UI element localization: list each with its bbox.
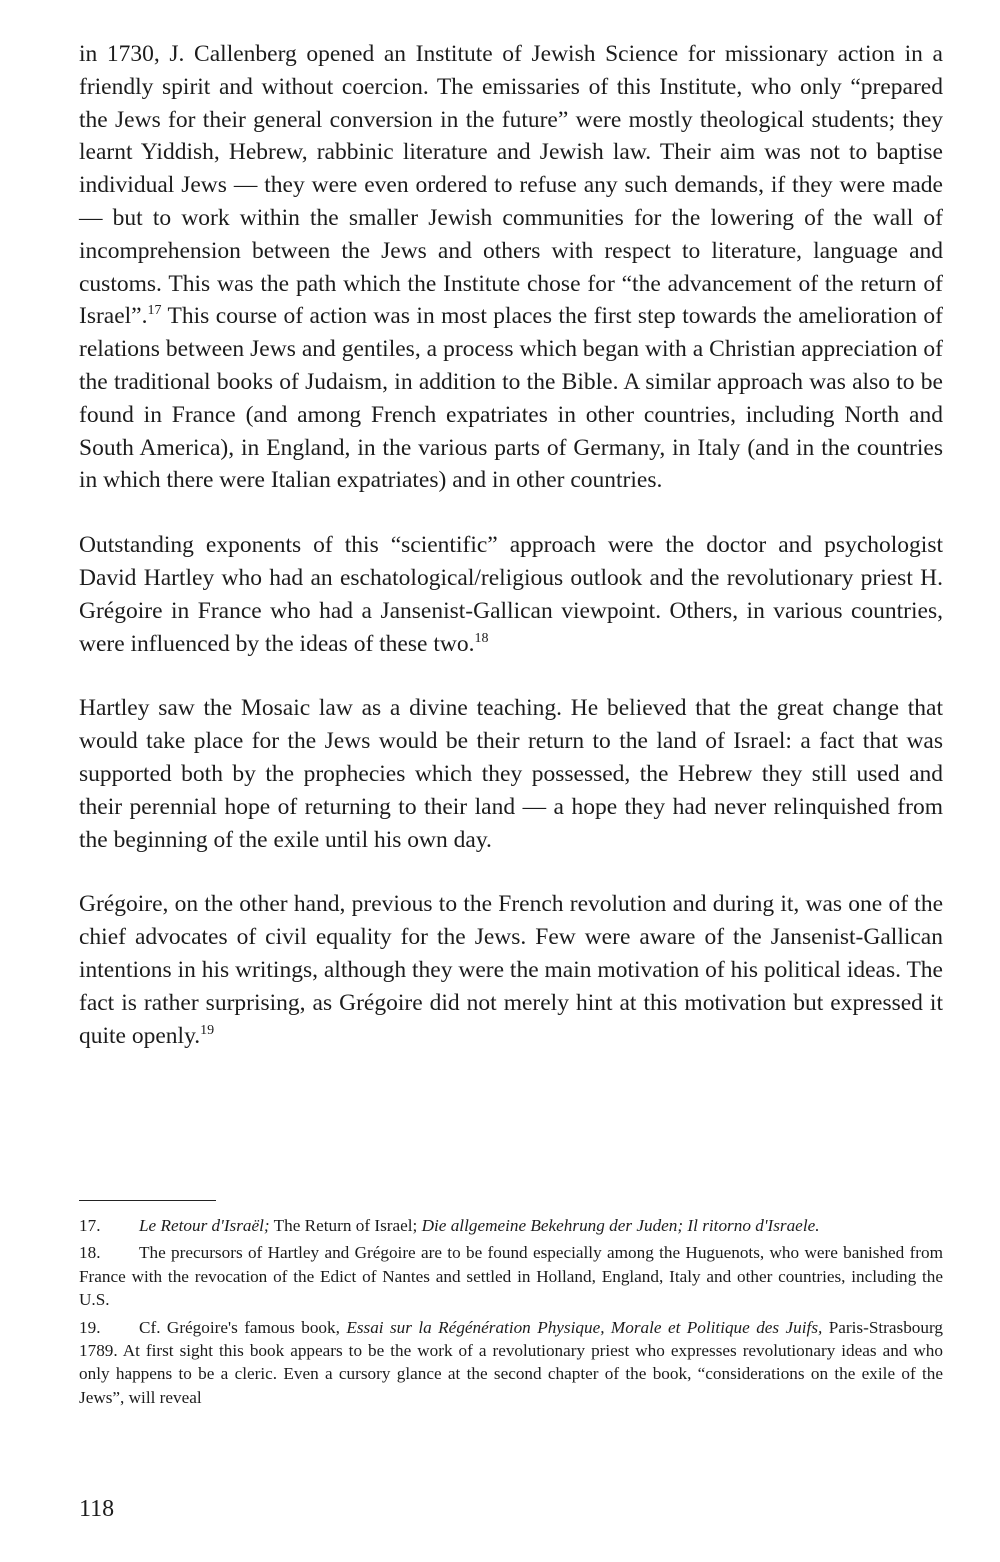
paragraph-3-text: Hartley saw the Mosaic law as a divine teaching. He believed that the great change that would take place for the Jews would be their return to the land of Israel: a fact that was supported both by the prophecies which they possessed, the Hebrew they still used and their perennial hope of returning to their land — a hope they had never relinquished from the beginning of the exile until his own day. [79,695,943,853]
footnote-separator [79,1200,216,1201]
main-text [79,38,943,1052]
paragraph-1-text: in 1730, J. Callenberg opened an Institute of Jewish Science for missionary action in a friendly spirit and without coercion. The emissaries of this Institute, who only “prepared the Jews for their general conversion in the future” were mostly theological students; they learnt Yiddish, Hebrew, rabbinic literature and Jewish law. Their aim was not to baptise individual Jews — they were even ordered to refuse any such demands, if they were made — but to work within the smaller Jewish communities for the lowering of the wall of incomprehension between the Jews and others with respect to literature, language and customs. This was the path which the Institute chose for “the advancement of the return of Israel”. [79,41,943,330]
footnote-text: Cf. Grégoire's famous book, [139,1317,347,1337]
paragraph-4-text: Grégoire, on the other hand, previous to the French revolution and during it, was one of the chief advocates of civil equality for the Jews. Few were aware of the Jansenist-Gallican intentions in his writings, although they were the main motivation of his political ideas. The fact is rather surprising, as Grégoire did not merely hint at this motivation but expressed it quite openly. [79,891,943,1049]
footnote-number: 19. [79,1317,101,1337]
paragraph-1 [79,38,943,497]
footnote-ref-17: 17 [147,303,162,319]
page-number: 118 [79,1496,115,1522]
footnote-italic-title: Le Retour d'Israël; [139,1216,270,1235]
footnote-18 [79,1241,943,1311]
paragraph-4 [79,888,943,1052]
paragraph-1-continuation: This course of action was in most places the first step towards the amelioration of relations between Jews and gentiles, a process which began with a Christian appreciation of the traditional books of Judaism, in addition to the Bible. A similar approach was also to be found in France (and among French expatriates in other countries, including North and South America), in England, in the various parts of Germany, in Italy (and in the countries in which there were Italian expatriates) and in other countries. [79,303,944,494]
footnote-number: 18. [79,1243,101,1263]
footnote-text: Paris-Strasbourg 1789. At first sight this book appears to be the work of a revolutionary priest who expresses revolutionary ideas and who only happens to be a cleric. Even a cursory glance at the second chapter of the book, “considerations on the exile of the Jews”, will reveal [79,1317,943,1407]
footnote-italic-title: Essai sur la Régénération Physique, Morale et Politique des Juifs, [346,1317,823,1337]
footnote-17 [79,1214,943,1237]
paragraph-3 [79,692,943,856]
paragraph-2-text: Outstanding exponents of this “scientific” approach were the doctor and psychologist David Hartley who had an eschatological/religious outlook and the revolutionary priest H. Grégoire in France who had a Jansenist-Gallican viewpoint. Others, in various countries, were influenced by the ideas of these two. [79,532,943,657]
footnotes [79,1214,943,1413]
footnote-19 [79,1316,943,1410]
footnote-ref-19: 19 [200,1022,215,1038]
paragraph-2 [79,529,943,660]
footnote-ref-18: 18 [474,630,489,646]
footnote-text: The precursors of Hartley and Grégoire are to be found especially among the Huguenots, who were banished from France with the revocation of the Edict of Nantes and settled in Holland, England, Italy and other countries, including the U.S. [79,1243,943,1310]
footnote-number: 17. [79,1216,101,1235]
footnote-italic-title: Die allgemeine Bekehrung der Juden; Il ritorno d'Israele. [421,1216,820,1235]
footnote-text: The Return of Israel; [269,1216,422,1235]
